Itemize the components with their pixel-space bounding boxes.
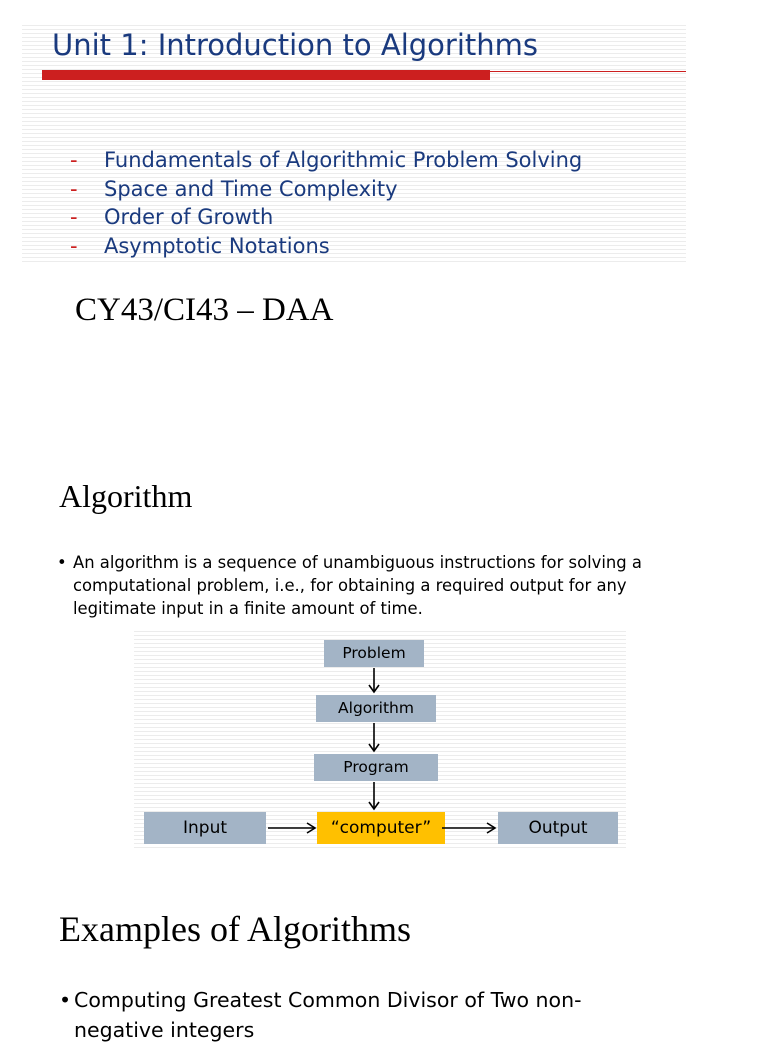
bullet-icon: • bbox=[57, 553, 67, 572]
topic-item bbox=[70, 232, 582, 261]
dash-marker: - bbox=[70, 176, 78, 201]
examples-heading: Examples of Algorithms bbox=[59, 909, 411, 949]
bullet-icon: • bbox=[59, 988, 72, 1012]
topic-list bbox=[70, 146, 582, 260]
definition-line bbox=[57, 574, 717, 597]
definition-text: An algorithm is a sequence of unambiguous instructions for solving a bbox=[73, 553, 642, 572]
list-item bbox=[59, 985, 759, 1015]
slide-title: Unit 1: Introduction to Algorithms bbox=[52, 28, 538, 62]
arrow-down-icon bbox=[369, 668, 379, 692]
examples-list bbox=[59, 985, 759, 1045]
arrow-down-icon bbox=[369, 782, 379, 809]
algorithm-flow-diagram bbox=[134, 628, 626, 850]
definition-text: legitimate input in a finite amount of time. bbox=[73, 599, 423, 618]
topic-item bbox=[70, 203, 582, 232]
algorithm-definition bbox=[57, 551, 717, 620]
title-slide bbox=[22, 22, 686, 264]
flow-arrows bbox=[134, 628, 626, 850]
input-box: Input bbox=[144, 812, 266, 844]
dash-marker: - bbox=[70, 205, 78, 229]
title-underline-thick bbox=[42, 70, 490, 80]
arrow-down-icon bbox=[369, 723, 379, 751]
topic-label: Fundamentals of Algorithmic Problem Solving bbox=[104, 148, 583, 172]
program-box: Program bbox=[314, 754, 438, 781]
definition-line bbox=[57, 597, 717, 620]
topic-item bbox=[70, 175, 582, 204]
course-code: CY43/CI43 – DAA bbox=[75, 292, 334, 328]
topic-label: Order of Growth bbox=[104, 205, 274, 229]
definition-text: computational problem, i.e., for obtaining a required output for any bbox=[73, 576, 627, 595]
problem-box: Problem bbox=[324, 640, 424, 667]
algorithm-box: Algorithm bbox=[316, 695, 436, 722]
algorithm-heading: Algorithm bbox=[59, 478, 193, 514]
computer-box: “computer” bbox=[317, 812, 445, 844]
dash-marker: - bbox=[70, 233, 78, 258]
topic-label: Asymptotic Notations bbox=[104, 233, 330, 258]
topic-item bbox=[70, 146, 582, 175]
list-item bbox=[59, 1015, 759, 1045]
arrow-right-icon bbox=[442, 823, 495, 833]
output-box: Output bbox=[498, 812, 618, 844]
dash-marker: - bbox=[70, 148, 78, 172]
topic-label: Space and Time Complexity bbox=[104, 176, 398, 201]
arrow-right-icon bbox=[268, 823, 315, 833]
example-text: Computing Greatest Common Divisor of Two non- bbox=[74, 988, 582, 1012]
example-text: negative integers bbox=[74, 1018, 255, 1042]
definition-line bbox=[57, 551, 717, 574]
